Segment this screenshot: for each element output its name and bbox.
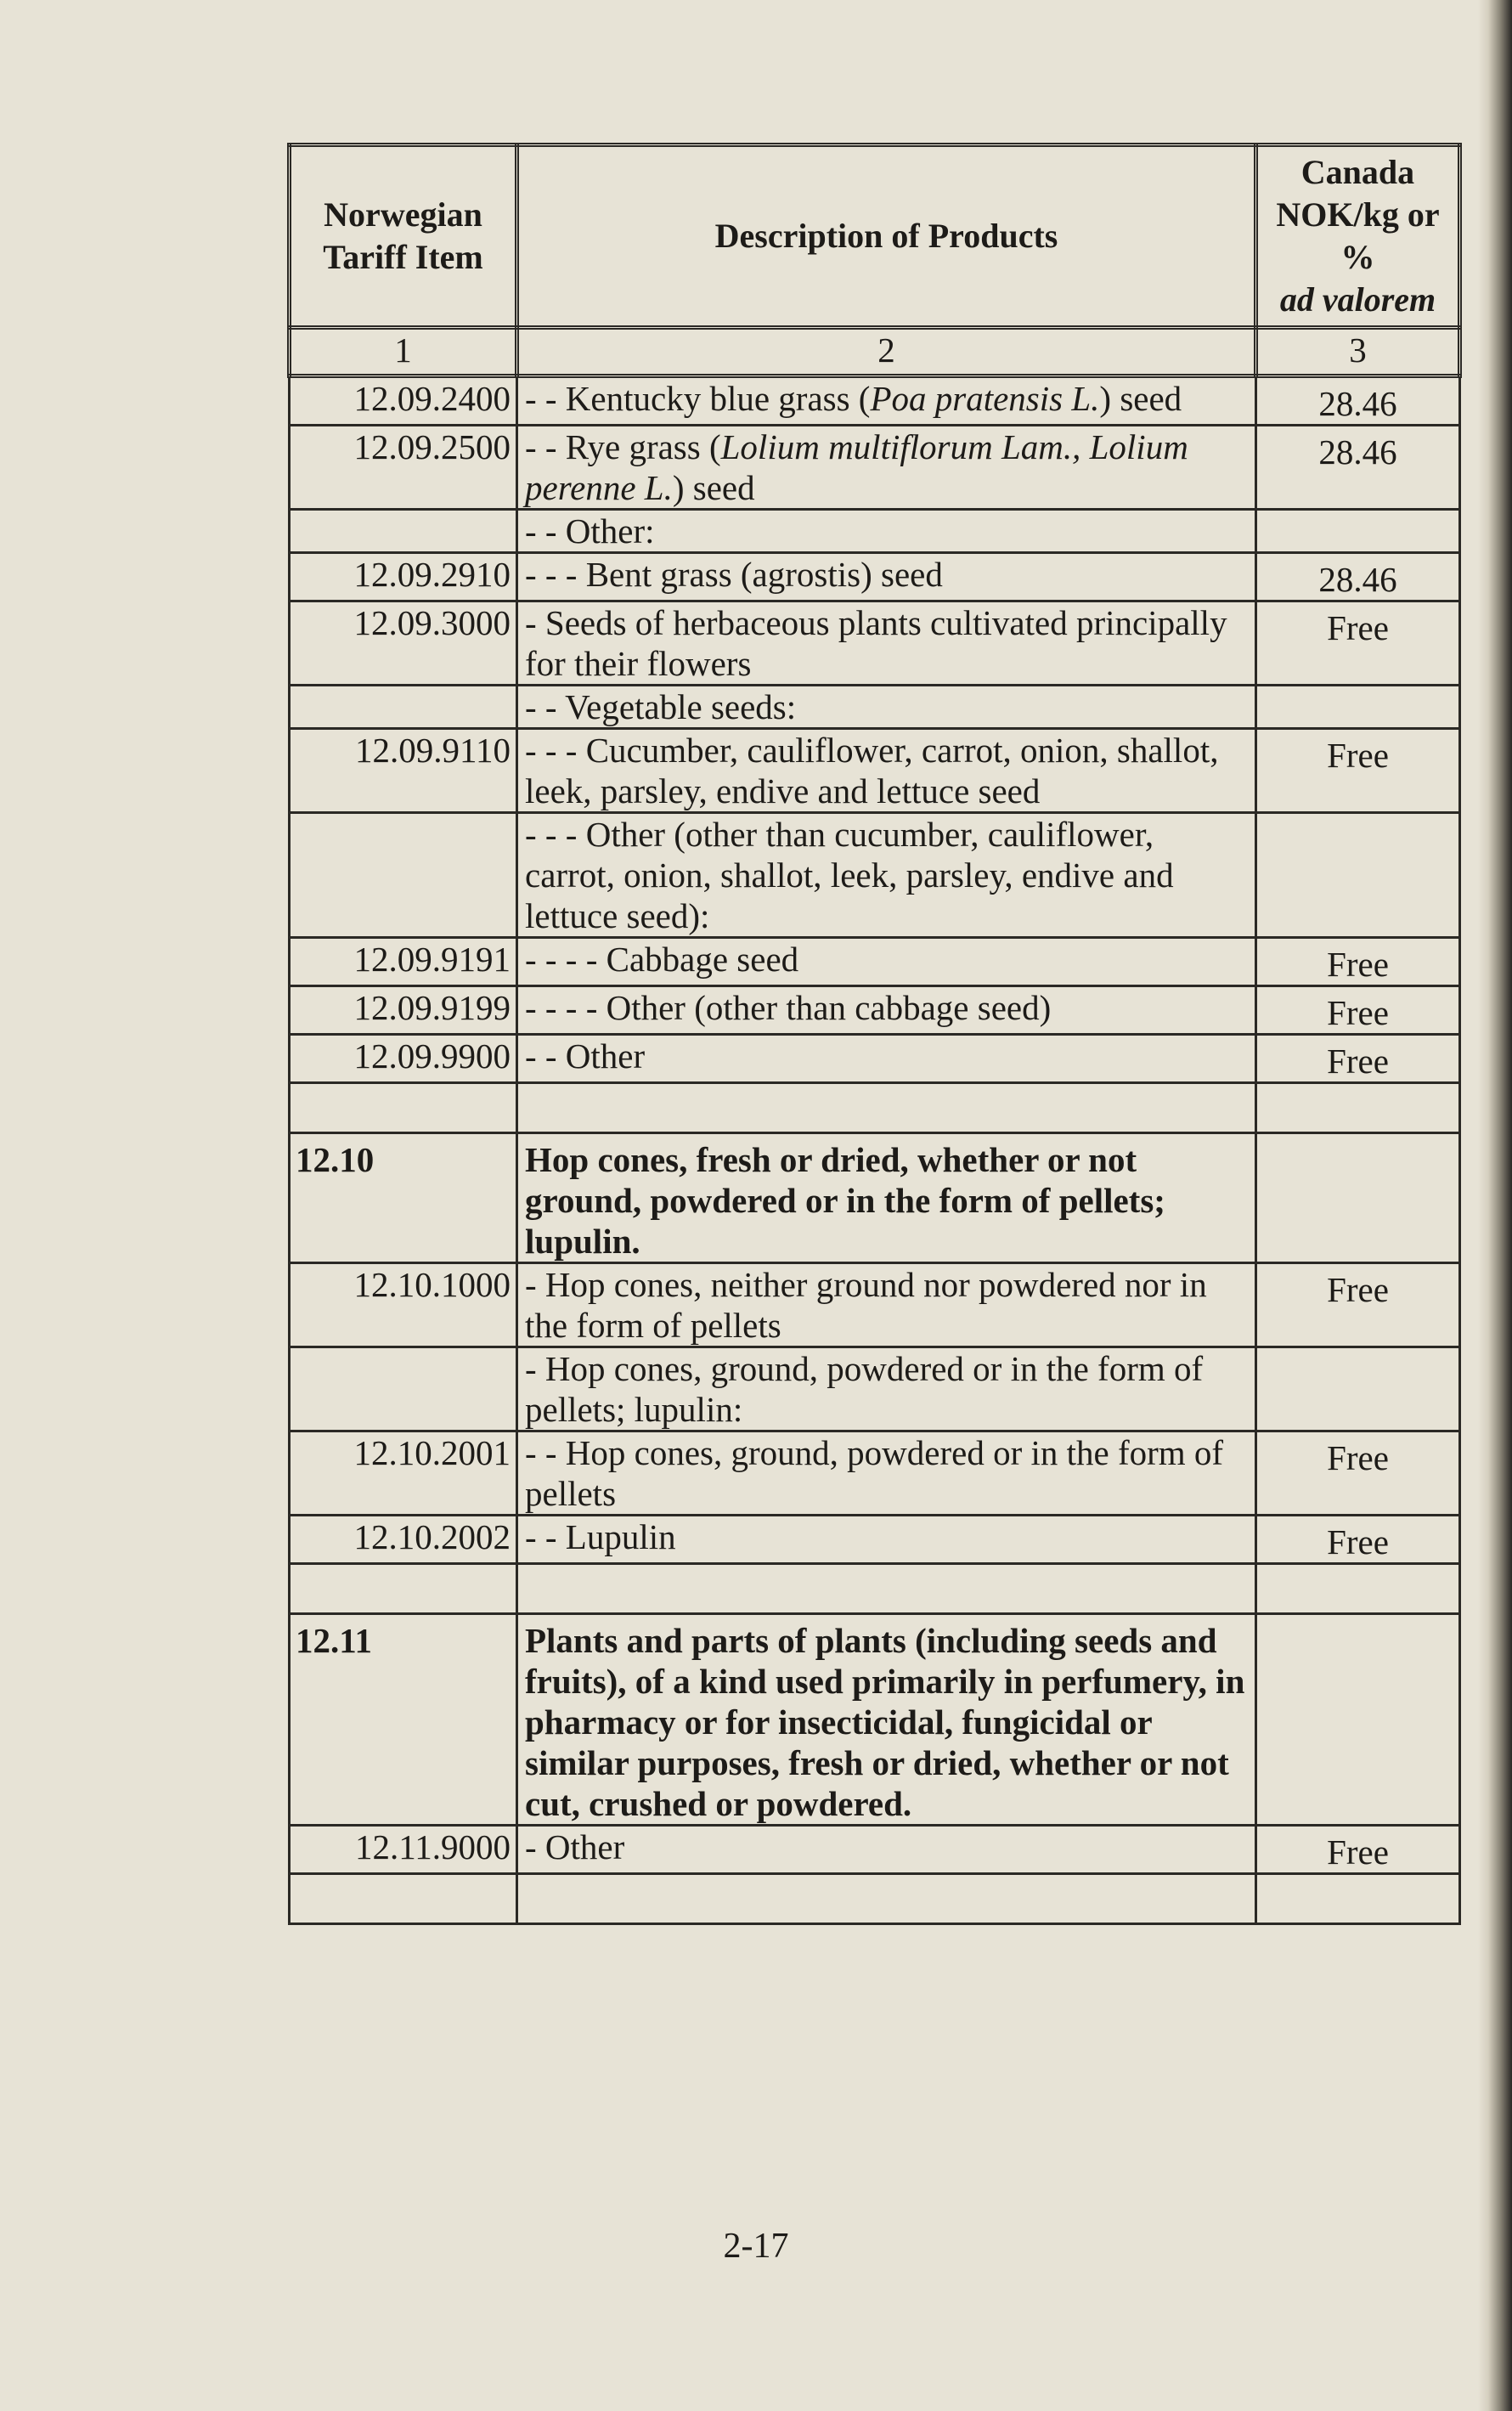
- heading-number-cell: 12.10: [290, 1133, 517, 1263]
- page-edge: [1478, 0, 1512, 2411]
- header-row: [290, 145, 1460, 328]
- tariff-item-cell: 12.10.2002: [290, 1516, 517, 1564]
- tariff-item-cell: [290, 1083, 517, 1133]
- rate-cell: 28.46: [1256, 426, 1460, 510]
- table-row: [290, 1035, 1460, 1083]
- rate-cell: [1256, 813, 1460, 938]
- header-rate-line: NOK/kg or: [1276, 195, 1440, 234]
- rate-cell: Free: [1256, 938, 1460, 986]
- rate-cell: Free: [1256, 601, 1460, 686]
- description-cell: [517, 1564, 1256, 1614]
- tariff-item-cell: [290, 510, 517, 553]
- table-row: [290, 986, 1460, 1035]
- rate-cell: [1256, 1614, 1460, 1826]
- table-row: [290, 1263, 1460, 1347]
- table-row: [290, 553, 1460, 601]
- rate-cell: [1256, 1133, 1460, 1263]
- table-row: [290, 510, 1460, 553]
- tariff-item-cell: [290, 1564, 517, 1614]
- page-number: 2-17: [723, 2227, 789, 2266]
- rate-cell: Free: [1256, 1826, 1460, 1874]
- header-rate-line: ad valorem: [1279, 280, 1436, 319]
- table-row: [290, 813, 1460, 938]
- table-row: [290, 729, 1460, 813]
- header-description: Description of Products: [517, 145, 1256, 328]
- rate-cell: Free: [1256, 1516, 1460, 1564]
- description-cell: - - - Bent grass (agrostis) seed: [517, 553, 1256, 601]
- column-number: 3: [1256, 328, 1460, 376]
- tariff-item-cell: 12.09.9110: [290, 729, 517, 813]
- tariff-item-cell: 12.09.9199: [290, 986, 517, 1035]
- rate-cell: [1256, 1874, 1460, 1924]
- description-cell: [517, 1083, 1256, 1133]
- tariff-item-cell: [290, 813, 517, 938]
- table-row: [290, 426, 1460, 510]
- tariff-item-cell: 12.09.2400: [290, 376, 517, 426]
- table-row: [290, 376, 1460, 426]
- tariff-item-cell: [290, 686, 517, 729]
- description-cell: - Hop cones, ground, powdered or in the form of pellets; lupulin:: [517, 1347, 1256, 1431]
- rate-cell: Free: [1256, 729, 1460, 813]
- description-cell: - Other: [517, 1826, 1256, 1874]
- table-row: [290, 686, 1460, 729]
- tariff-item-cell: 12.09.2910: [290, 553, 517, 601]
- tariff-table: [287, 143, 1462, 1925]
- tariff-item-cell: 12.09.3000: [290, 601, 517, 686]
- heading-row: [290, 1133, 1460, 1263]
- rate-cell: Free: [1256, 1035, 1460, 1083]
- rate-cell: [1256, 1564, 1460, 1614]
- column-number-row: [290, 328, 1460, 376]
- description-cell: [517, 1874, 1256, 1924]
- description-cell: - - Lupulin: [517, 1516, 1256, 1564]
- table-row: [290, 938, 1460, 986]
- description-cell: - - Hop cones, ground, powdered or in the form of pellets: [517, 1431, 1256, 1516]
- column-number: 2: [517, 328, 1256, 376]
- tariff-item-cell: 12.09.9191: [290, 938, 517, 986]
- table-row: [290, 1516, 1460, 1564]
- heading-description-cell: Hop cones, fresh or dried, whether or not ground, powdered or in the form of pellets; lupulin.: [517, 1133, 1256, 1263]
- table-row: [290, 1826, 1460, 1874]
- rate-cell: 28.46: [1256, 376, 1460, 426]
- description-cell: - - - - Cabbage seed: [517, 938, 1256, 986]
- rate-cell: [1256, 1347, 1460, 1431]
- header-rate-line: %: [1340, 238, 1375, 276]
- rate-cell: Free: [1256, 1431, 1460, 1516]
- description-cell: - - Vegetable seeds:: [517, 686, 1256, 729]
- tariff-item-cell: 12.09.2500: [290, 426, 517, 510]
- rate-cell: Free: [1256, 986, 1460, 1035]
- tariff-item-cell: [290, 1874, 517, 1924]
- tariff-item-cell: [290, 1347, 517, 1431]
- table-row: [290, 1347, 1460, 1431]
- description-cell: - - - Cucumber, cauliflower, carrot, onion, shallot, leek, parsley, endive and lettuce seed: [517, 729, 1256, 813]
- table-row: [290, 1083, 1460, 1133]
- description-cell: - - - Other (other than cucumber, cauliflower, carrot, onion, shallot, leek, parsley, endive and lettuce seed):: [517, 813, 1256, 938]
- description-cell: - - Kentucky blue grass (Poa pratensis L.) seed: [517, 376, 1256, 426]
- tariff-item-cell: 12.11.9000: [290, 1826, 517, 1874]
- rate-cell: 28.46: [1256, 553, 1460, 601]
- description-cell: - - Other: [517, 1035, 1256, 1083]
- header-rate-line: Canada: [1300, 153, 1415, 191]
- header-rate: [1256, 145, 1460, 328]
- tariff-item-cell: 12.09.9900: [290, 1035, 517, 1083]
- rate-cell: [1256, 510, 1460, 553]
- rate-cell: Free: [1256, 1263, 1460, 1347]
- rate-cell: [1256, 1083, 1460, 1133]
- description-cell: - - - - Other (other than cabbage seed): [517, 986, 1256, 1035]
- heading-number-cell: 12.11: [290, 1614, 517, 1826]
- rate-cell: [1256, 686, 1460, 729]
- column-number: 1: [290, 328, 517, 376]
- table-row: [290, 1564, 1460, 1614]
- heading-description-cell: Plants and parts of plants (including seeds and fruits), of a kind used primarily in perfumery, in pharmacy or for insecticidal, fungicidal or similar purposes, fresh or dried, whether or not cut, crushed or powdered.: [517, 1614, 1256, 1826]
- description-cell: - Seeds of herbaceous plants cultivated principally for their flowers: [517, 601, 1256, 686]
- table-row: [290, 1874, 1460, 1924]
- description-cell: - Hop cones, neither ground nor powdered nor in the form of pellets: [517, 1263, 1256, 1347]
- heading-row: [290, 1614, 1460, 1826]
- tariff-item-cell: 12.10.1000: [290, 1263, 517, 1347]
- description-cell: - - Other:: [517, 510, 1256, 553]
- header-tariff-item: Norwegian Tariff Item: [290, 145, 517, 328]
- table-row: [290, 1431, 1460, 1516]
- description-cell: - - Rye grass (Lolium multiflorum Lam., Lolium perenne L.) seed: [517, 426, 1256, 510]
- table-row: [290, 601, 1460, 686]
- tariff-item-cell: 12.10.2001: [290, 1431, 517, 1516]
